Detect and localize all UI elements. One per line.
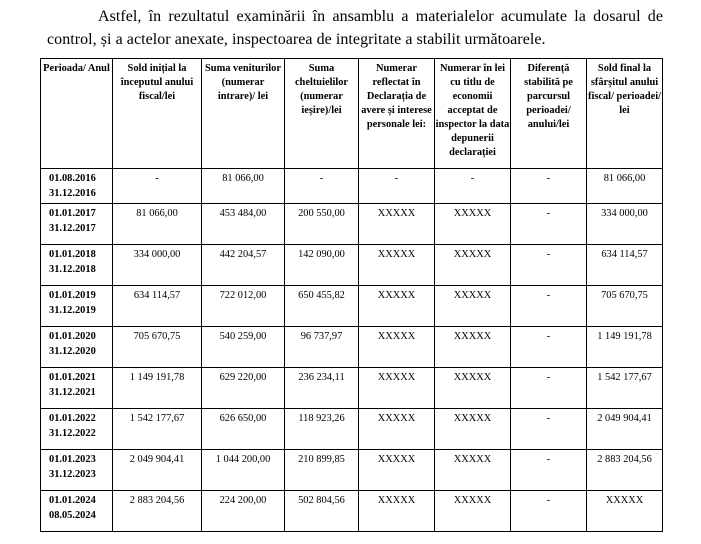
expenses-cell: 210 899,85 (285, 450, 359, 491)
initial-balance-cell: 2 883 204,56 (113, 491, 202, 532)
final-balance-cell: 1 542 177,67 (587, 368, 663, 409)
final-balance-cell: 2 049 904,41 (587, 409, 663, 450)
period-cell (41, 327, 113, 368)
accepted-savings-cell: XXXXX (435, 204, 511, 245)
accepted-savings-cell: XXXXX (435, 286, 511, 327)
income-cell: 629 220,00 (202, 368, 285, 409)
accepted-savings-cell: XXXXX (435, 368, 511, 409)
period-cell (41, 409, 113, 450)
table-body (41, 169, 663, 532)
table-header (41, 59, 663, 169)
period-cell (41, 450, 113, 491)
expenses-cell: - (285, 169, 359, 204)
expenses-cell: 502 804,56 (285, 491, 359, 532)
initial-balance-cell: 634 114,57 (113, 286, 202, 327)
expenses-cell: 118 923,26 (285, 409, 359, 450)
final-balance-cell: 705 670,75 (587, 286, 663, 327)
difference-cell: - (511, 204, 587, 245)
expenses-cell: 236 234,11 (285, 368, 359, 409)
period-end: 31.12.2023 (49, 469, 96, 480)
period-start: 01.01.2023 (49, 454, 96, 465)
initial-balance-cell: - (113, 169, 202, 204)
period-end: 31.12.2022 (49, 428, 96, 439)
header-row (41, 59, 663, 169)
initial-balance-cell: 2 049 904,41 (113, 450, 202, 491)
initial-balance-cell: 1 149 191,78 (113, 368, 202, 409)
header-declared-cash: Numerar reflectat în Declarația de avere și interese personale lei: (359, 59, 435, 169)
final-balance-cell: XXXXX (587, 491, 663, 532)
period-end: 31.12.2021 (49, 387, 96, 398)
income-cell: 626 650,00 (202, 409, 285, 450)
period-cell (41, 286, 113, 327)
table-row (41, 286, 663, 327)
expenses-cell: 96 737,97 (285, 327, 359, 368)
declared-cash-cell: XXXXX (359, 286, 435, 327)
declared-cash-cell: XXXXX (359, 327, 435, 368)
initial-balance-cell: 81 066,00 (113, 204, 202, 245)
period-start: 01.01.2024 (49, 495, 96, 506)
final-balance-cell: 634 114,57 (587, 245, 663, 286)
header-accepted-savings: Numerar în lei cu titlu de economii acceptat de inspector la data depunerii declarației (435, 59, 511, 169)
period-start: 01.01.2018 (49, 249, 96, 260)
difference-cell: - (511, 409, 587, 450)
expenses-cell: 650 455,82 (285, 286, 359, 327)
header-expenses: Suma cheltuielilor (numerar ieșire)/lei (285, 59, 359, 169)
period-end: 31.12.2019 (49, 305, 96, 316)
accepted-savings-cell: XXXXX (435, 450, 511, 491)
table-row (41, 169, 663, 204)
declared-cash-cell: XXXXX (359, 491, 435, 532)
income-cell: 722 012,00 (202, 286, 285, 327)
difference-cell: - (511, 245, 587, 286)
final-balance-cell: 1 149 191,78 (587, 327, 663, 368)
income-cell: 1 044 200,00 (202, 450, 285, 491)
period-start: 01.01.2017 (49, 208, 96, 219)
declared-cash-cell: - (359, 169, 435, 204)
difference-cell: - (511, 491, 587, 532)
period-end: 08.05.2024 (49, 510, 96, 521)
header-period: Perioada/ Anul (41, 59, 113, 169)
income-cell: 224 200,00 (202, 491, 285, 532)
declared-cash-cell: XXXXX (359, 368, 435, 409)
initial-balance-cell: 705 670,75 (113, 327, 202, 368)
header-difference: Diferență stabilită pe parcursul perioadei/ anului/lei (511, 59, 587, 169)
table-row (41, 327, 663, 368)
period-start: 01.01.2020 (49, 331, 96, 342)
declared-cash-cell: XXXXX (359, 245, 435, 286)
period-end: 31.12.2017 (49, 223, 96, 234)
period-cell (41, 204, 113, 245)
declared-cash-cell: XXXXX (359, 450, 435, 491)
income-cell: 81 066,00 (202, 169, 285, 204)
header-income: Suma veniturilor (numerar intrare)/ lei (202, 59, 285, 169)
income-cell: 540 259,00 (202, 327, 285, 368)
period-start: 01.01.2019 (49, 290, 96, 301)
table-row (41, 409, 663, 450)
expenses-cell: 200 550,00 (285, 204, 359, 245)
accepted-savings-cell: XXXXX (435, 491, 511, 532)
table-row (41, 368, 663, 409)
header-initial-balance: Sold inițial la începutul anului fiscal/lei (113, 59, 202, 169)
table-row (41, 450, 663, 491)
intro-line-2: control, și a actelor anexate, inspectoarea de integritate a stabilit următoarele. (47, 31, 546, 48)
intro-paragraph (47, 5, 663, 51)
period-cell (41, 169, 113, 204)
final-balance-cell: 334 000,00 (587, 204, 663, 245)
period-end: 31.12.2018 (49, 264, 96, 275)
accepted-savings-cell: XXXXX (435, 327, 511, 368)
accepted-savings-cell: XXXXX (435, 245, 511, 286)
difference-cell: - (511, 450, 587, 491)
table-row (41, 204, 663, 245)
declared-cash-cell: XXXXX (359, 204, 435, 245)
difference-cell: - (511, 169, 587, 204)
table-row (41, 245, 663, 286)
period-start: 01.01.2021 (49, 372, 96, 383)
intro-line-1: Astfel, în rezultatul examinării în ansamblu a materialelor acumulate la dosarul de (98, 8, 663, 25)
period-start: 01.08.2016 (49, 173, 96, 184)
income-cell: 453 484,00 (202, 204, 285, 245)
accepted-savings-cell: XXXXX (435, 409, 511, 450)
final-balance-cell: 2 883 204,56 (587, 450, 663, 491)
period-start: 01.01.2022 (49, 413, 96, 424)
final-balance-cell: 81 066,00 (587, 169, 663, 204)
cash-balance-table (40, 58, 663, 532)
difference-cell: - (511, 368, 587, 409)
accepted-savings-cell: - (435, 169, 511, 204)
header-final-balance: Sold final la sfârșitul anului fiscal/ perioadei/ lei (587, 59, 663, 169)
difference-cell: - (511, 327, 587, 368)
initial-balance-cell: 334 000,00 (113, 245, 202, 286)
period-cell (41, 491, 113, 532)
period-cell (41, 245, 113, 286)
difference-cell: - (511, 286, 587, 327)
period-cell (41, 368, 113, 409)
period-end: 31.12.2020 (49, 346, 96, 357)
table-row (41, 491, 663, 532)
declared-cash-cell: XXXXX (359, 409, 435, 450)
initial-balance-cell: 1 542 177,67 (113, 409, 202, 450)
income-cell: 442 204,57 (202, 245, 285, 286)
expenses-cell: 142 090,00 (285, 245, 359, 286)
period-end: 31.12.2016 (49, 188, 96, 199)
